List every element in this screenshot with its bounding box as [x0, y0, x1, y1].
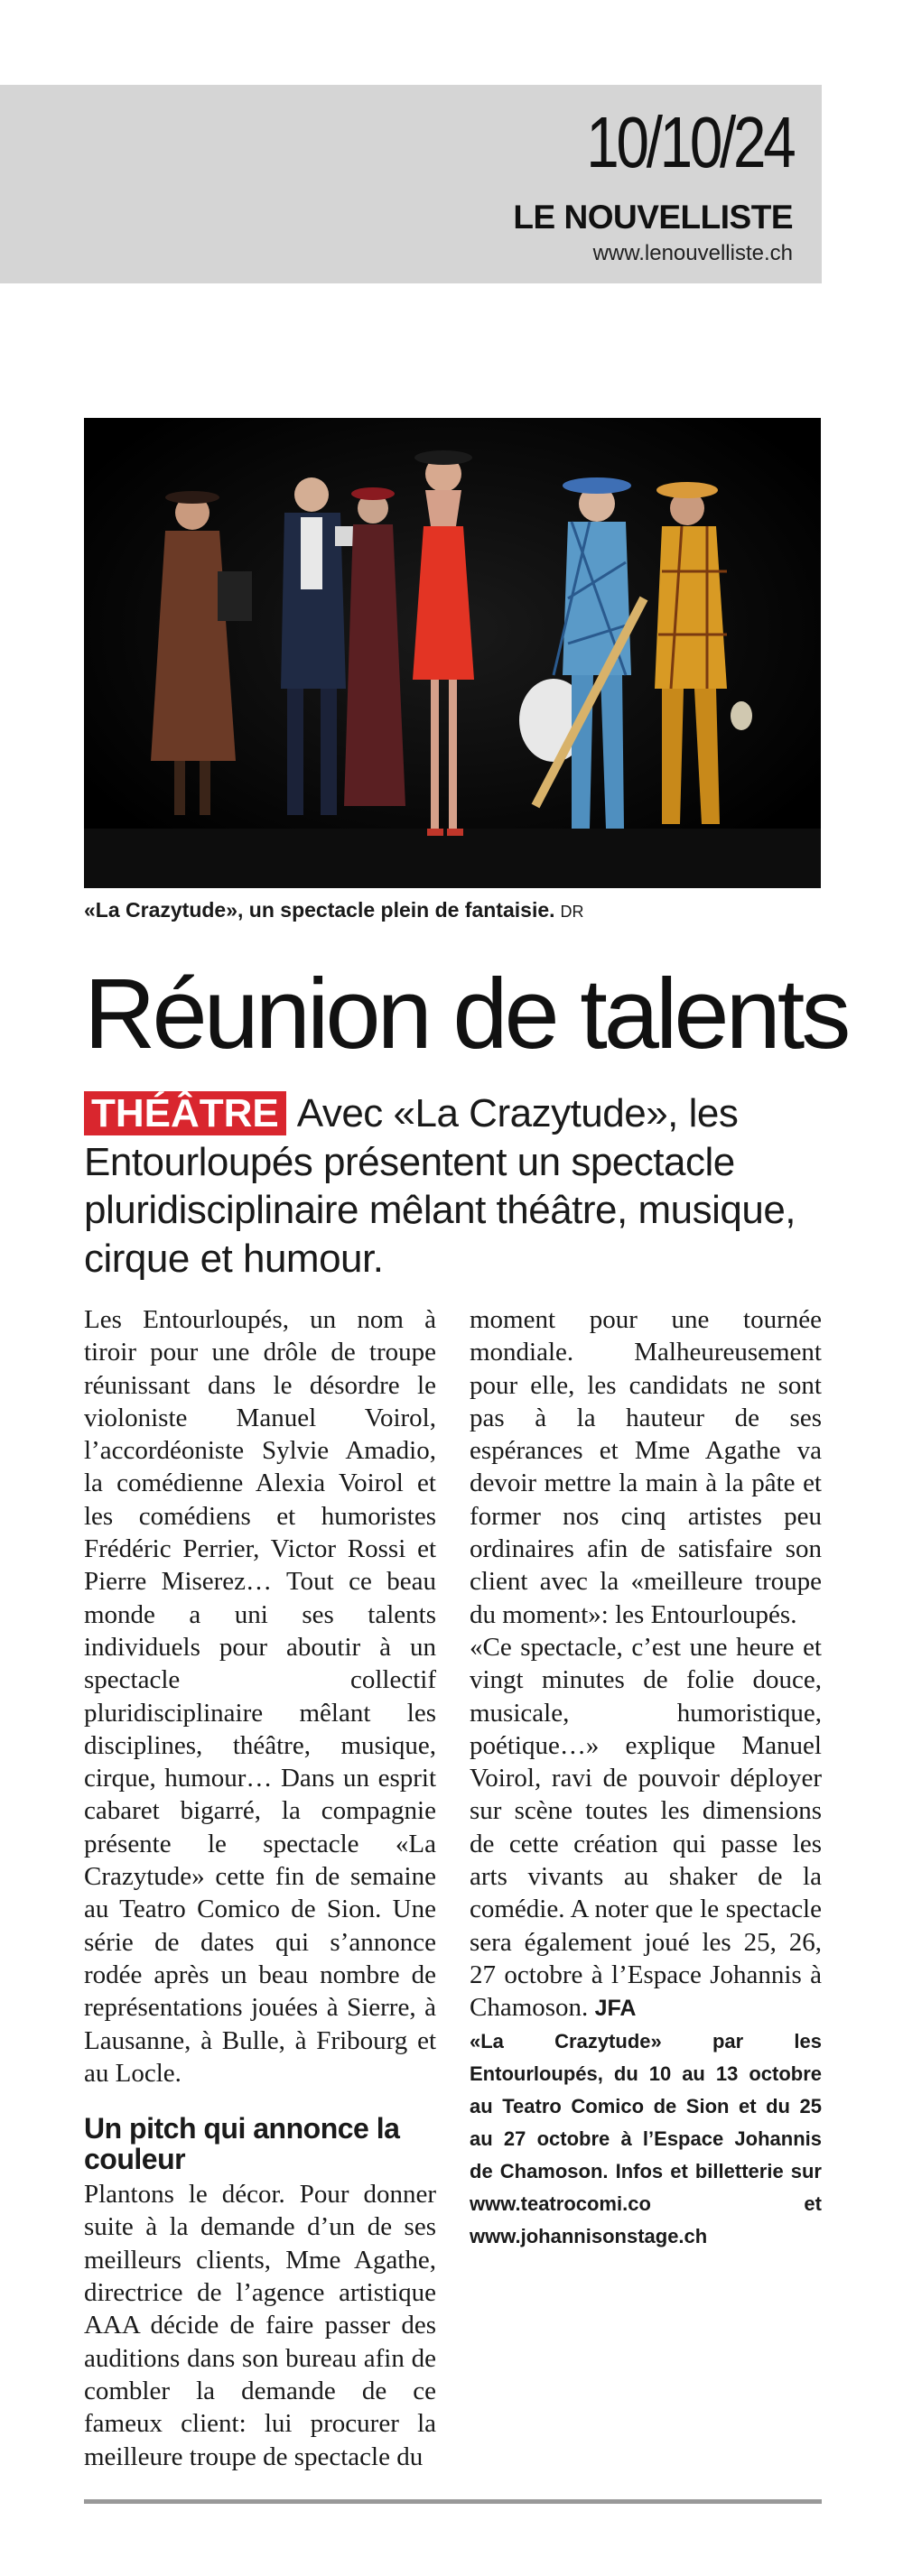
article-photo [84, 418, 821, 888]
author-signature: JFA [594, 1996, 637, 2022]
article-headline: Réunion de talents [84, 959, 848, 1070]
stage-photo-illustration [84, 418, 821, 888]
newspaper-website: www.lenouvelliste.ch [592, 241, 793, 265]
lead-text: Avec «La Crazytude», les Entourloupés présentent un spectacle pluridisciplinaire mêlant théâtre, musique, cirque et humour. [84, 1091, 796, 1282]
article-column-right [470, 1303, 822, 2253]
newspaper-name: LE NOUVELLISTE [513, 199, 793, 236]
body-paragraph-2-continued: moment pour une tournée mondiale. Malheureusement pour elle, les candidats ne sont pas à la hauteur de ses espérances et Mme Agathe va devoir mettre la main à la pâte et former nos cinq artistes peu ordinaires afin de satisfaire son client avec la «meilleure troupe du moment»: les Entourloupés. [470, 1305, 822, 1629]
body-paragraph-3 [470, 1631, 822, 2025]
article-lead [84, 1089, 833, 1283]
caption-text: «La Crazytude», un spectacle plein de fantaisie. [84, 898, 555, 922]
masthead [0, 85, 822, 283]
body-paragraph-3-text: «Ce spectacle, c’est une heure et vingt minutes de folie douce, musicale, humoristique, poétique…» explique Manuel Voirol, ravi de pouvoir déployer sur scène toutes les dimensions de cette création qui passe les arts vivants au shaker de la comédie. A noter que le spectacle sera également joué les 25, 26, 27 octobre à l’Espace Johannis à Chamoson. [470, 1632, 822, 2023]
bottom-rule [84, 2499, 822, 2504]
article-subheading: Un pitch qui annonce la couleur [84, 2112, 400, 2176]
photo-caption [84, 898, 584, 922]
article-column-left [84, 1303, 436, 2473]
rubric-badge: THÉÂTRE [84, 1091, 286, 1135]
event-info-box: «La Crazytude» par les Entourloupés, du 10 au 13 octobre au Teatro Comico de Sion et du 25 au 27 octobre à l’Espace Johannis de Chamoson. Infos et billetterie sur www.teatrocomi.co et www.johannisonstage.ch [470, 2029, 822, 2247]
publication-date: 10/10/24 [585, 102, 793, 182]
body-paragraph-1: Les Entourloupés, un nom à tiroir pour une drôle de troupe réunissant dans le désordre le violoniste Manuel Voirol, l’accordéoniste Sylvie Amadio, la comédienne Alexia Voirol et les comédiens et humoristes Frédéric Perrier, Victor Rossi et Pierre Miserez… Tout ce beau monde a uni ses talents individuels pour aboutir à un spectacle collectif pluridisciplinaire mêlant les disciplines, théâtre, musique, cirque, humour… Dans un esprit cabaret bigarré, la compagnie présente le spectacle «La Crazytude» cette fin de semaine au Teatro Comico de Sion. Une série de dates qui s’annonce rodée après un beau nombre de représentations jouées à Sierre, à Lausanne, à Bulle, à Fribourg et au Locle. [84, 1305, 436, 2088]
body-paragraph-2: Plantons le décor. Pour donner suite à la demande d’un de ses meilleurs clients, Mme Agathe, directrice de l’agence artistique AAA décide de faire passer des auditions dans son bureau afin de combler la demande de ce fameux client: lui procurer la meilleure troupe de spectacle du [84, 2180, 436, 2471]
photo-credit: DR [560, 903, 584, 921]
